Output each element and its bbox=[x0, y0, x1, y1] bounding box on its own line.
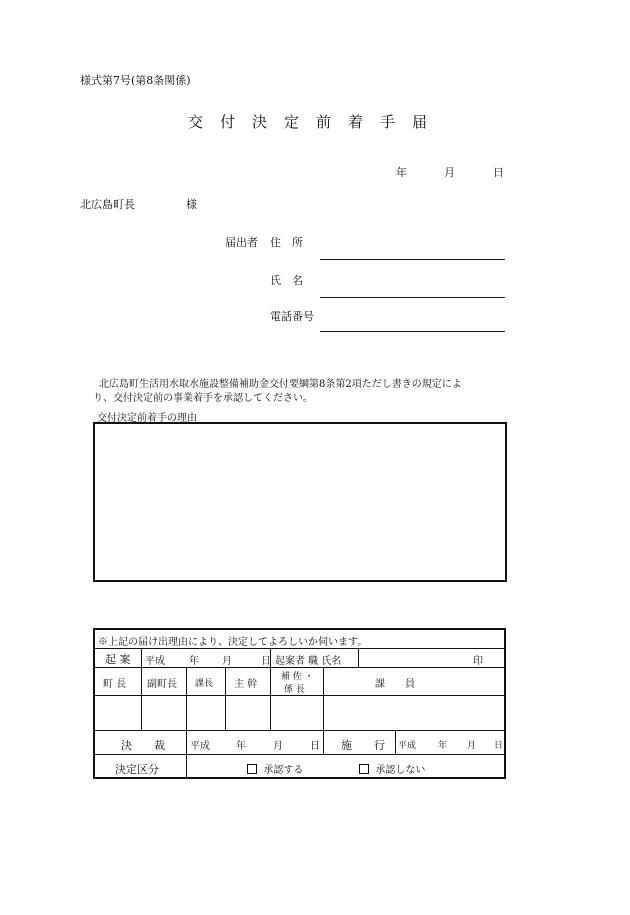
approve-label: 承認する bbox=[263, 765, 304, 776]
reject-option[interactable] bbox=[359, 761, 425, 776]
phone-label: 電話番号 bbox=[270, 310, 314, 323]
role-staff: 課 員 bbox=[375, 679, 415, 690]
role-mayor: 町 長 bbox=[103, 679, 127, 690]
body-text-line1: 北広島町生活用水取水施設整備補助金交付要綱第8条第2項ただし書きの規定によ bbox=[99, 379, 462, 390]
role-subsection-chief: 係 長 bbox=[284, 685, 305, 695]
date-month-label: 月 bbox=[444, 166, 455, 179]
addressee-honorific: 様 bbox=[186, 198, 197, 211]
execution-year-label: 年 bbox=[438, 741, 448, 751]
reason-textarea[interactable] bbox=[93, 422, 507, 582]
role-assistant: 補 佐 ・ bbox=[281, 672, 314, 682]
approval-table bbox=[93, 628, 506, 779]
category-label: 決定区分 bbox=[115, 763, 159, 776]
draft-label: 起 案 bbox=[105, 653, 131, 666]
decision-label: 決 裁 bbox=[121, 739, 165, 752]
role-chief-officer: 主 幹 bbox=[234, 679, 258, 690]
body-text-line2: り、交付決定前の事業着手を承認してください。 bbox=[93, 393, 313, 404]
draft-year-label: 年 bbox=[189, 656, 199, 667]
draft-day-label: 日 bbox=[261, 656, 271, 667]
date-day-label: 日 bbox=[493, 166, 504, 179]
draft-era: 平成 bbox=[145, 656, 165, 667]
execution-era: 平成 bbox=[398, 741, 417, 751]
form-number: 様式第7号(第8条関係) bbox=[80, 74, 191, 87]
draft-month-label: 月 bbox=[222, 656, 232, 667]
date-year-label: 年 bbox=[396, 166, 407, 179]
approve-checkbox-icon[interactable] bbox=[247, 764, 257, 774]
address-line[interactable] bbox=[320, 259, 505, 260]
decision-month-label: 月 bbox=[273, 741, 283, 752]
decision-year-label: 年 bbox=[236, 741, 246, 752]
addressee-name: 北広島町長 bbox=[80, 198, 135, 211]
execution-month-label: 月 bbox=[467, 741, 477, 751]
decision-day-label: 日 bbox=[310, 741, 320, 752]
document-title: 交付決定前着手届 bbox=[188, 113, 445, 131]
address-label: 住 所 bbox=[270, 236, 303, 249]
execution-day-label: 日 bbox=[494, 741, 504, 751]
name-line[interactable] bbox=[320, 297, 505, 298]
execution-label: 施 行 bbox=[341, 739, 385, 752]
name-label: 氏 名 bbox=[270, 274, 303, 287]
role-deputy-mayor: 副町長 bbox=[147, 679, 177, 690]
role-section-chief: 課長 bbox=[195, 679, 214, 689]
phone-line[interactable] bbox=[320, 331, 505, 332]
decision-era: 平成 bbox=[190, 741, 210, 752]
drafter-label: 起案者 職 氏名 bbox=[275, 656, 342, 667]
reject-label: 承認しない bbox=[375, 765, 426, 776]
seal-mark: 印 bbox=[473, 656, 483, 667]
reason-label: 交付決定前着手の理由 bbox=[97, 413, 197, 424]
reject-checkbox-icon[interactable] bbox=[359, 764, 369, 774]
approve-option[interactable] bbox=[247, 761, 303, 776]
approval-note: ※上記の届け出理由により、決定してよろしいか伺います。 bbox=[98, 637, 368, 648]
applicant-label: 届出者 bbox=[225, 236, 258, 249]
